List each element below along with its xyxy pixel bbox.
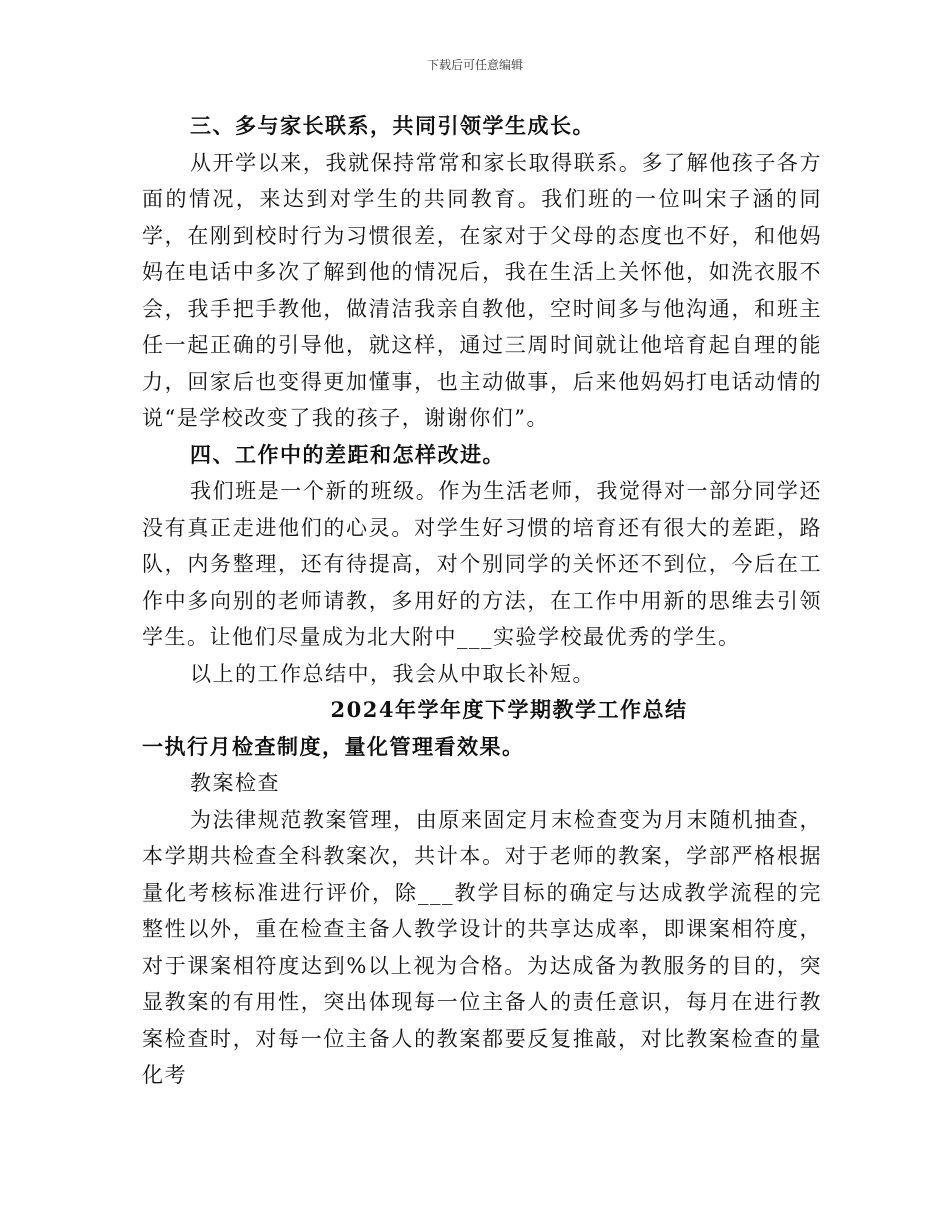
section-4-paragraph: 我们班是一个新的班级。作为生活老师，我觉得对一部分同学还没有真正走进他们的心灵。对学生好习惯的培育还有很大的差距，路队，内务整理，还有待提高，对个别同学的关怀还不到位，今后在工作中多向别的老师请教，多用好的方法，在工作中用新的思维去引领学生。让他们尽量成为北大附中___实验学校最优秀的学生。 [142, 479, 822, 649]
second-document-title: 2024年学年度下学期教学工作总结 [330, 697, 688, 722]
section-3-heading: 三、多与家长联系，共同引领学生成长。 [190, 113, 595, 138]
document-body [142, 108, 822, 1094]
subsection-1-label: 教案检查 [190, 771, 280, 795]
section-4-heading: 四、工作中的差距和怎样改进。 [190, 441, 505, 467]
closing-paragraph: 以上的工作总结中，我会从中取长补短。 [190, 661, 595, 686]
subsection-1-heading: 一执行月检查制度，量化管理看效果。 [142, 733, 525, 759]
subsection-1-paragraph: 为法律规范教案管理，由原来固定月末检查变为月末随机抽查，本学期共检查全科教案次，共计本。对于老师的教案，学部严格根据量化考核标准进行评价，除___教学目标的确定与达成教学流程的完整性以外，重在检查主备人教学设计的共享达成率，即课案相符度，对于课案相符度达到%以上视为合格。为达成备为教服务的目的，突显教案的有用性，突出体现每一位主备人的责任意识，每月在进行教案检查时，对每一位主备人的教案都要反复推敲，对比教案检查的量化考 [142, 807, 822, 1087]
section-3-paragraph: 从开学以来，我就保持常常和家长取得联系。多了解他孩子各方面的情况，来达到对学生的共同教育。我们班的一位叫宋子涵的同学，在刚到校时行为习惯很差，在家对于父母的态度也不好，和他妈妈在电话中多次了解到他的情况后，我在生活上关怀他，如洗衣服不会，我手把手教他，做清洁我亲自教他，空时间多与他沟通，和班主任一起正确的引导他，就这样，通过三周时间就让他培育起自理的能力，回家后也变得更加懂事，也主动做事，后来他妈妈打电话动情的说“是学校改变了我的孩子，谢谢你们”。 [142, 150, 822, 430]
page-header-note: 下载后可任意编辑 [426, 58, 523, 72]
